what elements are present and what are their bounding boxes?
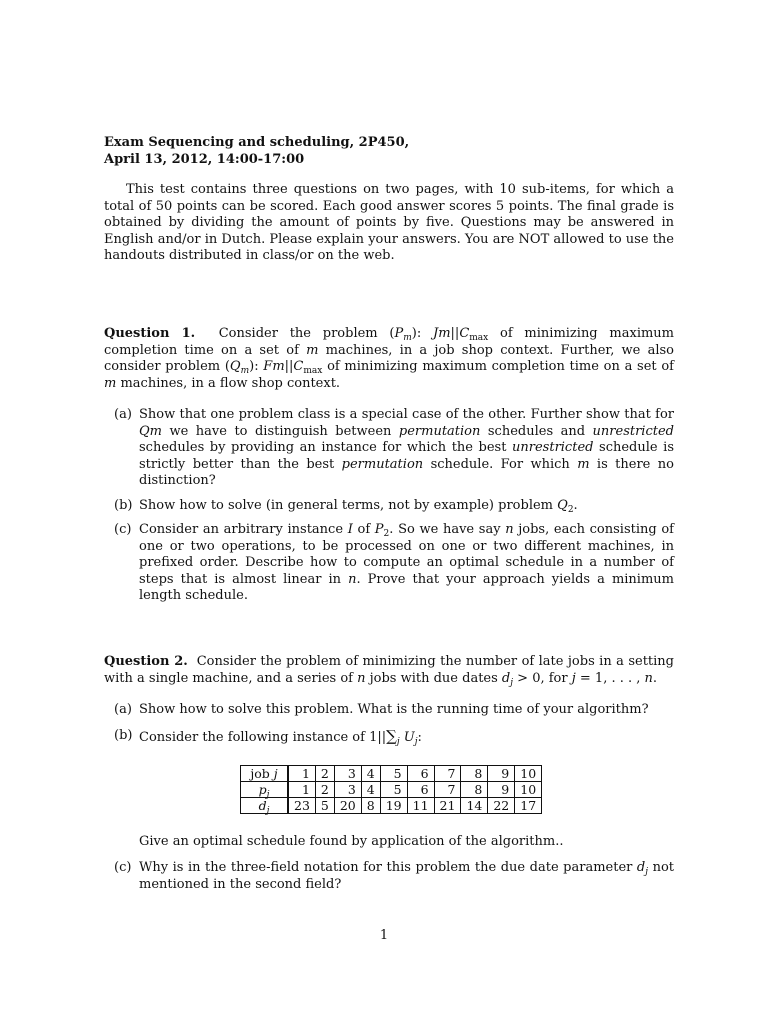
q2b-sum-symbol: ∑ <box>386 727 397 745</box>
q1-math-P: P <box>394 326 404 341</box>
q2-text-1: Consider the problem of minimizing the number of late jobs in a setting with a single machine, and a series of <box>104 654 675 686</box>
item-label-b: (b) <box>114 497 133 513</box>
q1-math-m-2: m <box>104 375 117 391</box>
table-cell: 4 <box>361 766 380 782</box>
q1b-math-Q: Q <box>557 497 568 513</box>
question-1a <box>104 407 674 490</box>
q2-text-2: jobs with due dates <box>365 670 502 686</box>
row-header-d-text: d <box>258 798 267 813</box>
row-header-d <box>241 798 289 814</box>
intro-paragraph <box>104 182 674 265</box>
table-cell: 3 <box>334 782 361 798</box>
q2-math-d: d <box>501 670 511 686</box>
table-row-p <box>241 782 542 798</box>
table-cell: 7 <box>434 766 461 782</box>
q1-math-Jm: Jm <box>433 326 451 341</box>
table-cell: 17 <box>515 798 542 814</box>
q1-math-m-sub: m <box>403 333 412 343</box>
q2c-math-d: d <box>636 860 646 875</box>
row-header-job-j: j <box>273 766 278 781</box>
table-cell: 5 <box>380 766 407 782</box>
q1-math-max-2: max <box>303 366 323 376</box>
row-header-p-sub: j <box>266 790 270 800</box>
table-cell: 21 <box>434 798 461 814</box>
title-line-1: Exam Sequencing and scheduling, 2P450, <box>104 135 410 150</box>
q1c-math-I: I <box>347 522 353 537</box>
table-cell: 19 <box>380 798 407 814</box>
table-cell: 10 <box>515 766 542 782</box>
table-cell: 8 <box>461 782 488 798</box>
q1a-text-1: Show that one problem class is a special case of the other. Further show that for <box>139 407 674 422</box>
q1a-unrestricted: unrestricted <box>592 423 674 439</box>
question-1-heading: Question 1. <box>104 326 196 341</box>
table-cell: 3 <box>334 766 361 782</box>
table-cell: 23 <box>288 798 315 814</box>
item-label-2c: (c) <box>114 860 132 875</box>
question-2b <box>104 728 674 747</box>
q1a-permutation: permutation <box>398 423 481 439</box>
intro-text: This test contains three questions on two pages, with 10 sub-items, for which a total of 50 points can be scored. Each good answer scores 5 points. The final grade is obtained by dividing the amount of points by five. Questions may be answered in English and/or in Dutch. Please explain your answers. You are NOT allowed to use the handouts distributed in class/or on the web. <box>104 182 674 263</box>
q1a-text-2: we have to distinguish between <box>162 423 399 439</box>
question-2a <box>104 702 674 719</box>
q1a-math-m: m <box>577 456 590 472</box>
title-line-2: April 13, 2012, 14:00-17:00 <box>104 151 305 167</box>
q2b-sum-sub: j <box>396 737 400 747</box>
item-label-a: (a) <box>114 407 132 422</box>
q2b-U-sub: j <box>414 737 418 747</box>
instance-table <box>240 765 542 814</box>
q1-text-4: machines, in a job shop context. Further, we also consider problem ( <box>104 342 675 374</box>
question-1a-text <box>139 407 674 490</box>
q1-math-bars: || <box>450 326 460 341</box>
question-2c-item <box>104 860 674 893</box>
q2c-text-1: Why is in the three-field notation for this problem the due date parameter <box>139 860 637 875</box>
q1-text-1: Consider the problem ( <box>218 326 395 341</box>
q2b-text-2: : <box>417 730 422 745</box>
q1-text-6: of minimizing maximum completion time on a set of <box>322 359 674 374</box>
question-1c <box>104 522 674 605</box>
q1c-math-P: P <box>374 522 384 537</box>
q1c-text-2: of <box>352 522 375 537</box>
table-cell: 22 <box>488 798 515 814</box>
q1-math-m-sub-2: m <box>240 366 250 376</box>
q2-math-n: n <box>357 670 366 686</box>
q1a-text-4: schedules by providing an instance for which the best <box>139 440 513 455</box>
q1-text-3: of minimizing maximum completion time on a set of <box>104 326 674 358</box>
item-label-c: (c) <box>114 522 132 537</box>
q1c-text-1: Consider an arbitrary instance <box>139 522 348 537</box>
q1a-text-3: schedules and <box>480 423 593 439</box>
q1c-text-4: jobs, each consisting of one or two operations, to be processed on one or two different machines, in prefixed order. Describe how to compute an optimal schedule in a number of steps that is almost linear in <box>139 522 674 587</box>
q2-text-5: . <box>652 670 658 686</box>
q1c-text-3: . So we have say <box>389 522 506 537</box>
q1-math-C-2: C <box>293 359 304 374</box>
table-cell: 7 <box>434 782 461 798</box>
q2b-text-1: Consider the following instance of 1|| <box>139 730 387 745</box>
q1a-text-6: schedule. For which <box>423 456 578 472</box>
table-cell: 5 <box>315 798 334 814</box>
table-cell: 8 <box>461 766 488 782</box>
table-cell: 6 <box>407 766 434 782</box>
q1a-text-5: schedule is strictly better than the best <box>139 440 674 472</box>
row-header-p <box>241 782 289 798</box>
question-2c <box>104 860 674 893</box>
table-cell: 20 <box>334 798 361 814</box>
item-label-2a: (a) <box>114 702 132 717</box>
question-2c-text <box>139 860 674 893</box>
q2c-math-j: j <box>645 867 649 877</box>
q2-math-j: j <box>571 670 576 686</box>
table-cell: 10 <box>515 782 542 798</box>
table-cell: 9 <box>488 782 515 798</box>
table-cell: 2 <box>315 766 334 782</box>
q1-text-2: ): <box>411 326 433 341</box>
q1-math-bars-2: || <box>284 359 294 374</box>
question-2b-text <box>139 728 674 747</box>
q1a-unrestricted-2: unrestricted <box>512 440 594 455</box>
q2-math-n-2: n <box>644 670 653 686</box>
table-cell: 1 <box>288 782 315 798</box>
question-1-statement <box>104 326 674 392</box>
row-header-job-text: job <box>250 766 274 781</box>
q2b-math-U: U <box>403 730 415 745</box>
table-cell: 6 <box>407 782 434 798</box>
q1a-text-7: is there no distinction? <box>139 456 674 488</box>
q1-math-C: C <box>459 326 470 341</box>
table-cell: 14 <box>461 798 488 814</box>
q1c-math-2: 2 <box>383 529 390 539</box>
table-row-job <box>241 766 542 782</box>
q1a-permutation-2: permutation <box>341 456 424 472</box>
give-schedule-text: Give an optimal schedule found by application of the algorithm.. <box>139 834 564 849</box>
q1-math-max: max <box>469 333 489 343</box>
table-cell: 1 <box>288 766 315 782</box>
page-number: 1 <box>379 928 389 943</box>
q2-math-j-sub: j <box>510 677 514 688</box>
question-1 <box>104 326 674 392</box>
exam-title <box>104 135 674 168</box>
q2-text-3: > 0, for <box>513 670 572 686</box>
q2c-text-2: not mentioned in the second field? <box>139 860 674 892</box>
question-2-statement <box>104 654 674 687</box>
q1c-math-n-2: n <box>348 571 357 587</box>
question-2a-item <box>104 702 674 719</box>
row-header-job <box>241 766 289 782</box>
question-1c-text <box>139 522 674 605</box>
item-label-2b: (b) <box>114 728 133 743</box>
table-cell: 2 <box>315 782 334 798</box>
table-cell: 9 <box>488 766 515 782</box>
table-cell: 5 <box>380 782 407 798</box>
q1c-text-5: . Prove that your approach yields a minimum length schedule. <box>139 571 674 603</box>
table-cell: 4 <box>361 782 380 798</box>
q2-text-4: = 1, . . . , <box>575 670 645 686</box>
q1c-math-n: n <box>505 522 514 537</box>
question-1-items <box>104 407 674 605</box>
q1-math-Q: Q <box>229 359 241 374</box>
table-cell: 8 <box>361 798 380 814</box>
q1a-math-Qm: Qm <box>139 423 162 439</box>
question-2a-text: Show how to solve this problem. What is the running time of your algorithm? <box>139 702 649 717</box>
q1b-math-2: 2 <box>567 504 574 515</box>
table-cell: 11 <box>407 798 434 814</box>
row-header-p-text: p <box>258 782 267 797</box>
question-1b <box>104 498 674 515</box>
q1-math-Fm: Fm <box>263 359 285 374</box>
table-row-d <box>241 798 542 814</box>
question-2-heading: Question 2. <box>104 654 188 669</box>
q1-math-m: m <box>306 342 319 358</box>
q1-text-5: ): <box>249 359 264 374</box>
q1b-text-1: Show how to solve (in general terms, not by example) problem <box>139 497 558 513</box>
question-1b-text <box>139 498 674 515</box>
q1-text-7: machines, in a flow shop context. <box>116 375 341 391</box>
row-header-d-sub: j <box>266 806 270 816</box>
question-2b-item <box>104 728 674 747</box>
q1b-text-2: . <box>573 497 578 513</box>
question-2 <box>104 654 674 687</box>
